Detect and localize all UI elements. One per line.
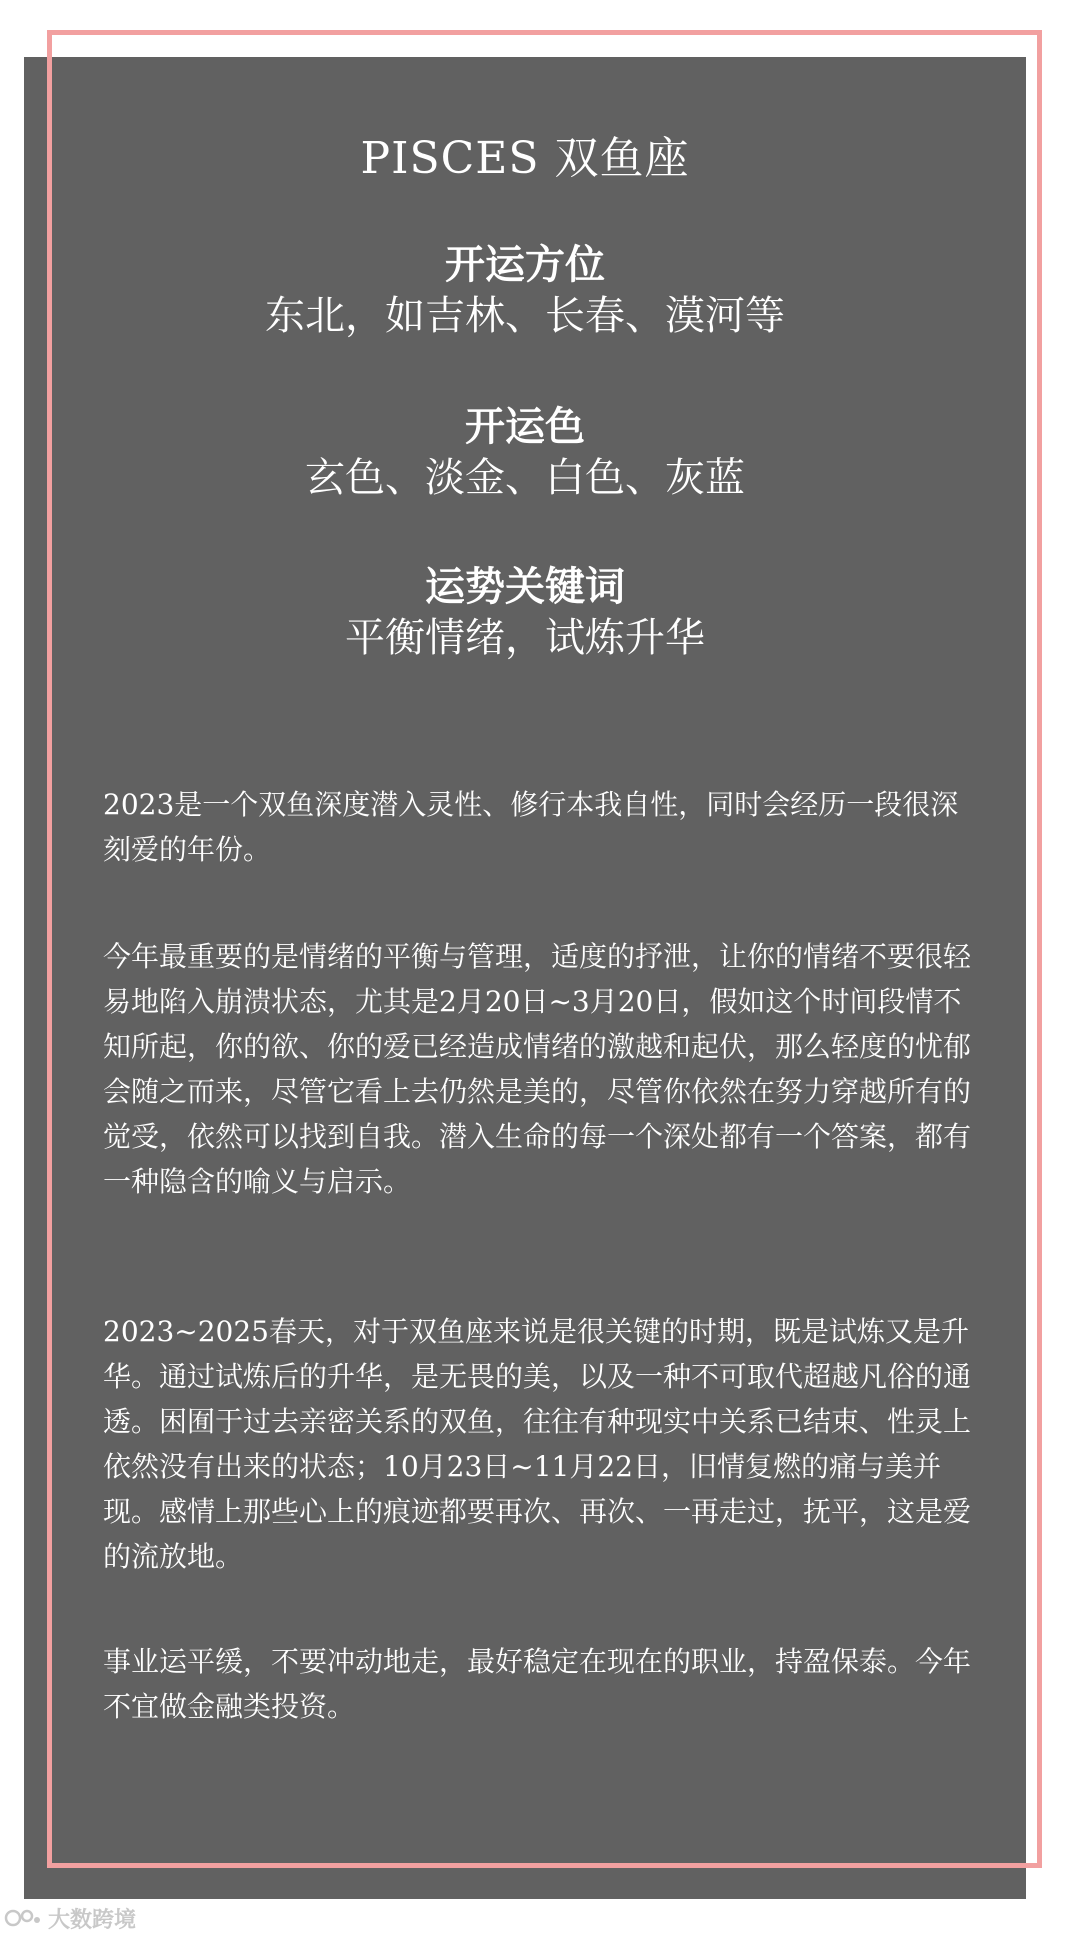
page-title: PISCES 双鱼座 <box>360 133 690 184</box>
body-paragraph: 2023~2025春天，对于双鱼座来说是很关键的时期，既是试炼又是升华。通过试炼后的升华，是无畏的美，以及一种不可取代超越凡俗的通透。困囿于过去亲密关系的双鱼，往往有种现实中关系已结束、性灵上依然没有出来的状态；10月23日~11月22日，旧情复燃的痛与美并现。感情上那些心上的痕迹都要再次、再次、一再走过，抚平，这是爱的流放地。 <box>103 1315 972 1573</box>
section-lucky-color <box>24 402 1026 504</box>
watermark-text: 大数跨境 <box>48 1907 137 1933</box>
section-lucky-direction <box>24 240 1026 342</box>
bubble-logo-icon <box>4 1906 42 1930</box>
section-value: 东北，如吉林、长春、漠河等 <box>265 293 785 339</box>
section-heading: 运势关键词 <box>425 563 625 610</box>
section-value: 平衡情绪，试炼升华 <box>345 615 705 661</box>
section-value: 玄色、淡金、白色、灰蓝 <box>305 455 745 501</box>
body-paragraph: 事业运平缓，不要冲动地走，最好稳定在现在的职业，持盈保泰。今年不宜做金融类投资。 <box>103 1645 972 1723</box>
section-keywords <box>24 562 1026 664</box>
body-paragraph: 2023是一个双鱼深度潜入灵性、修行本我自性，同时会经历一段很深刻爱的年份。 <box>103 788 959 866</box>
section-heading: 开运方位 <box>445 241 605 288</box>
section-heading: 开运色 <box>465 403 585 450</box>
body-paragraph: 今年最重要的是情绪的平衡与管理，适度的抒泄，让你的情绪不要很轻易地陷入崩溃状态，尤其是2月20日~3月20日，假如这个时间段情不知所起，你的欲、你的爱已经造成情绪的激越和起伏，那么轻度的忧郁会随之而来，尽管它看上去仍然是美的，尽管你依然在努力穿越所有的觉受，依然可以找到自我。潜入生命的每一个深处都有一个答案，都有一种隐含的喻义与启示。 <box>103 940 972 1198</box>
horoscope-card <box>24 57 1026 1899</box>
watermark <box>4 1903 136 1933</box>
